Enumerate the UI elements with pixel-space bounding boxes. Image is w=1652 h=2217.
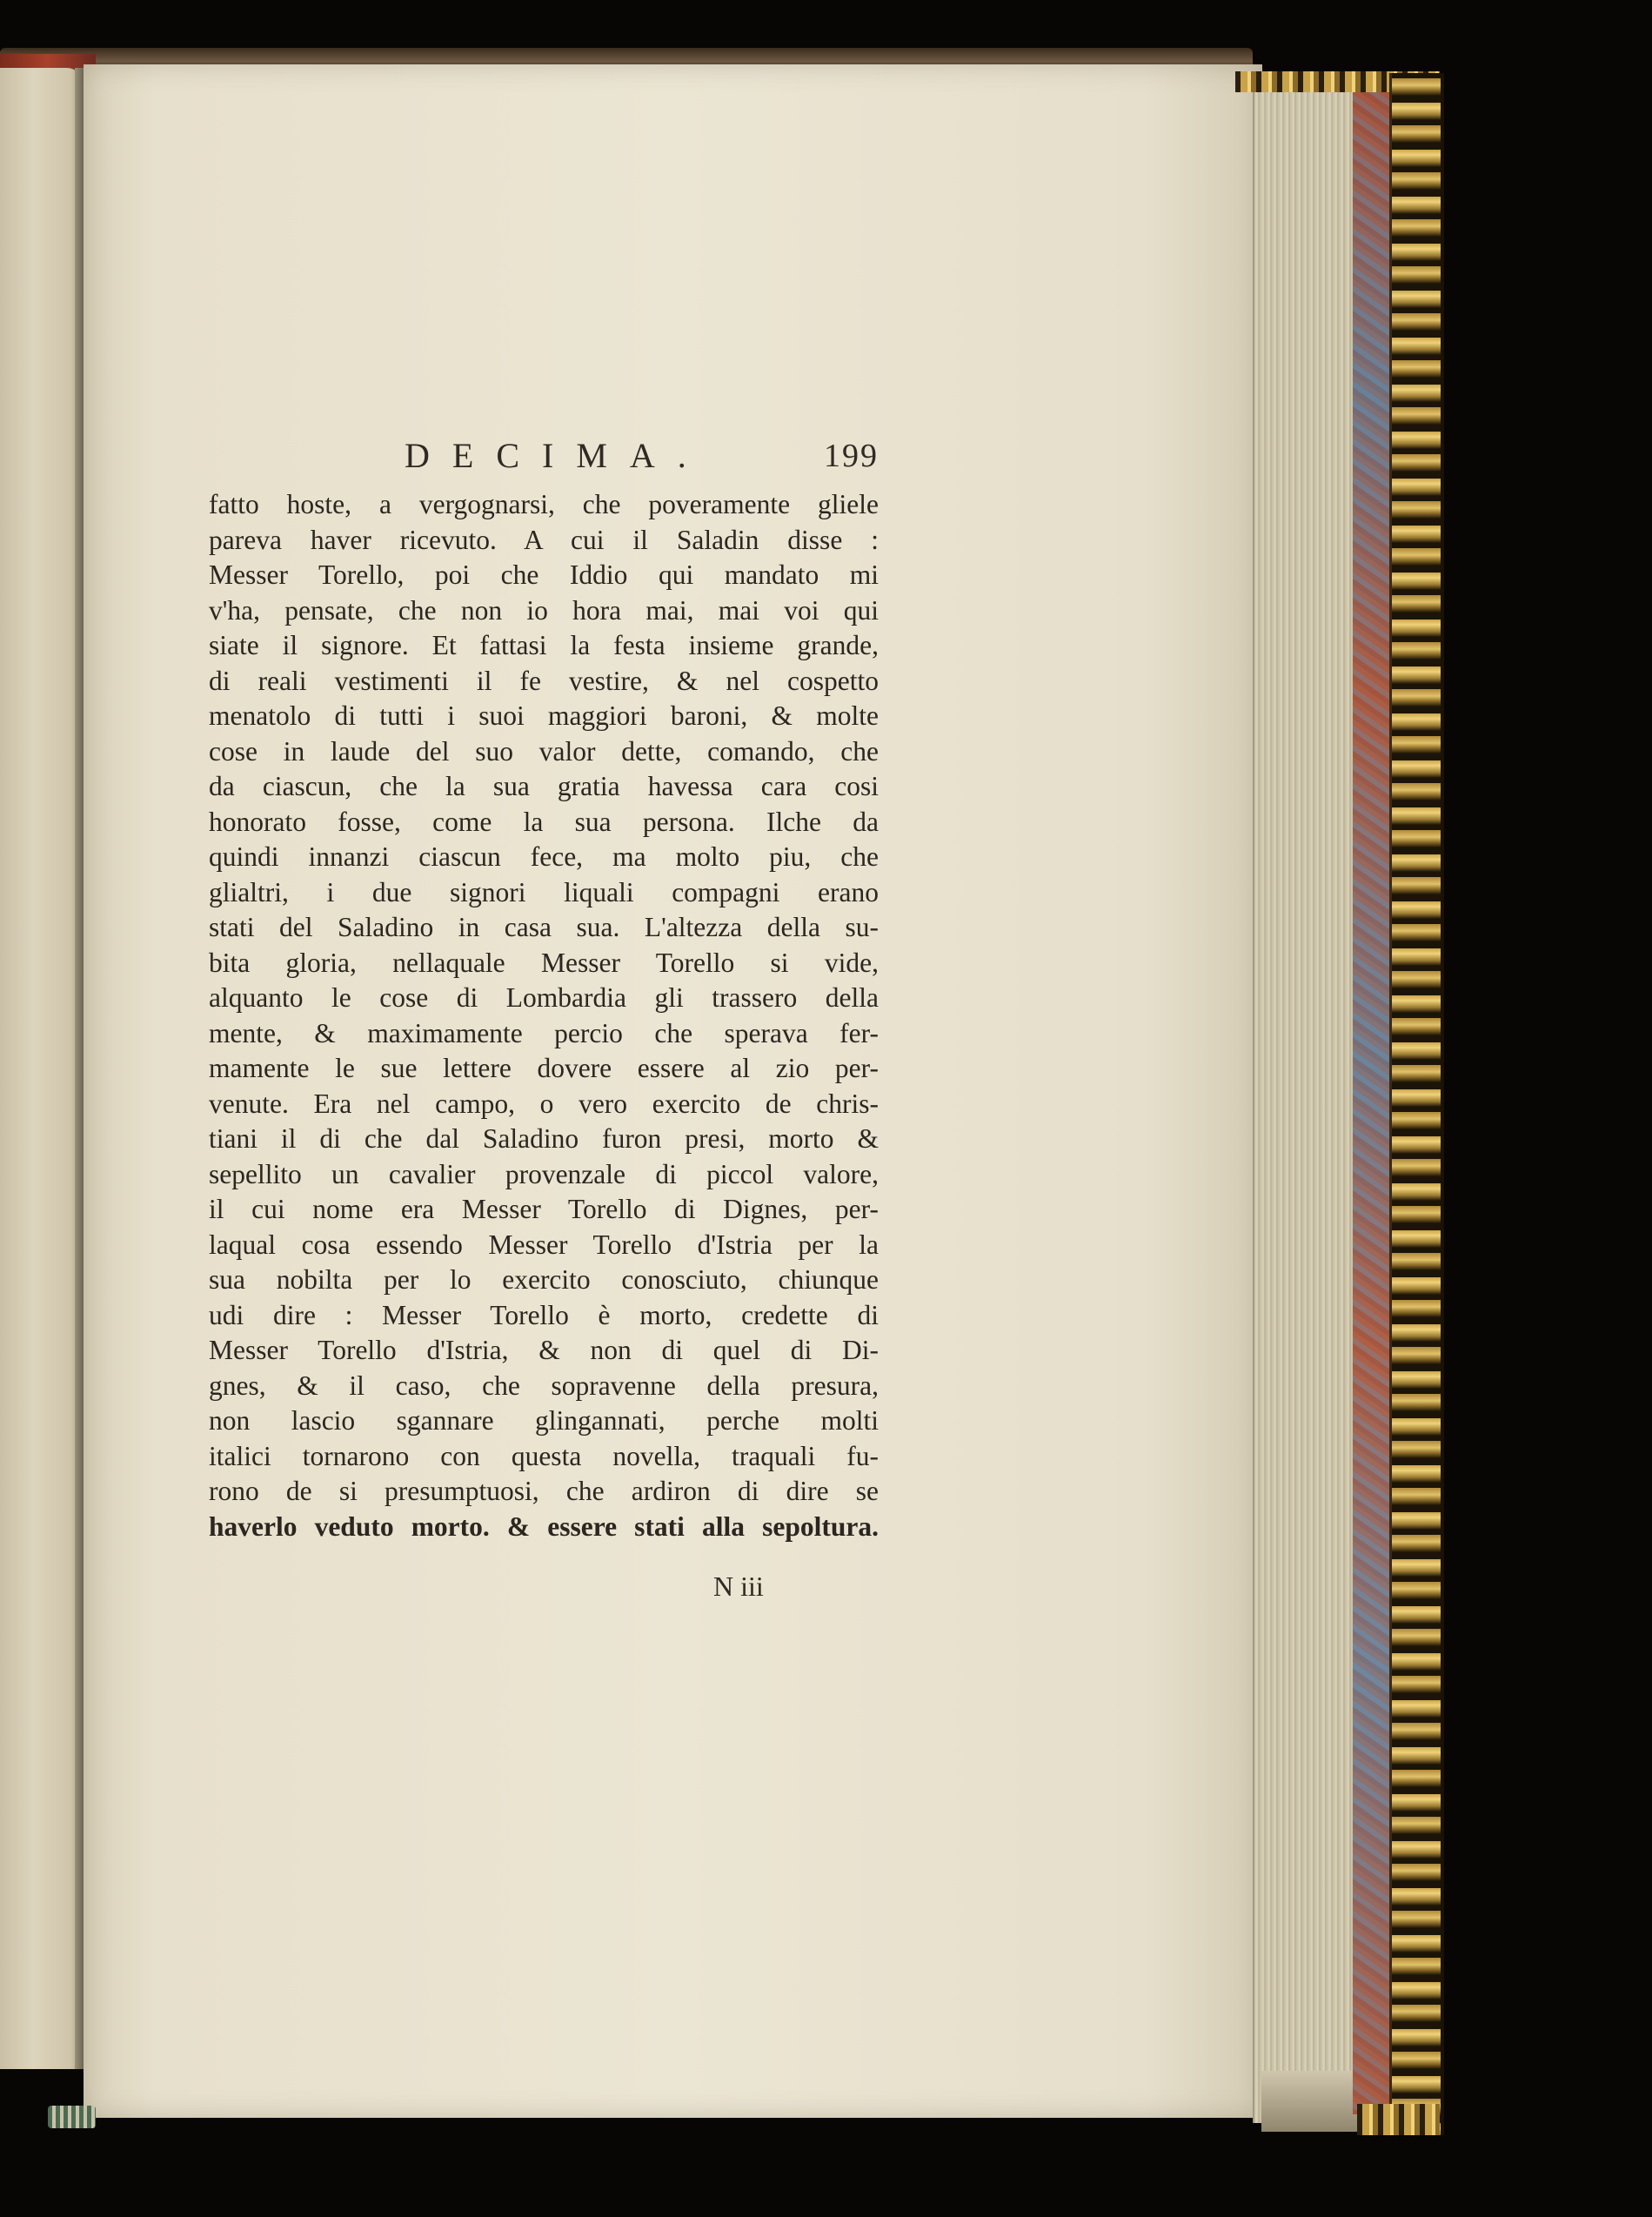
text-line: glialtri, i due signori liquali compagni erano (209, 876, 879, 908)
text-line: italici tornarono con questa novella, traquali fu- (209, 1440, 879, 1471)
page-fore-edge-stack (1253, 83, 1359, 2123)
text-line: quindi innanzi ciascun fece, ma molto piu, che (209, 841, 879, 872)
text-line: mamente le sue lettere dovere essere al zio per- (209, 1053, 879, 1083)
text-line: udi dire : Messer Torello è morto, credette di (209, 1299, 879, 1330)
text-line: honorato fosse, come la sua persona. Ilche da (209, 806, 879, 837)
text-line: stati del Saladino in casa sua. L'altezza della su- (209, 912, 879, 942)
gilt-tooled-border-bottom (1357, 2104, 1440, 2135)
text-line: v'ha, pensate, che non io hora mai, mai voi qui (209, 594, 879, 626)
running-head-title: DECIMA. (405, 436, 709, 475)
body-text (209, 487, 879, 1544)
text-line: laqual cosa essendo Messer Torello d'Istria per la (209, 1229, 879, 1260)
text-line: mente, & maximamente percio che sperava fer- (209, 1017, 879, 1048)
facing-page-left (0, 68, 83, 2069)
text-block (209, 435, 879, 1602)
text-line: fatto hoste, a vergognarsi, che poveramente gliele (209, 489, 879, 519)
headband (48, 2106, 96, 2128)
running-head (209, 435, 879, 487)
text-line: siate il signore. Et fattasi la festa insieme grande, (209, 630, 879, 660)
text-line: bita gloria, nellaquale Messer Torello si vide, (209, 947, 879, 978)
text-line: Messer Torello, poi che Iddio qui mandato mi (209, 559, 879, 590)
text-line: sua nobilta per lo exercito conosciuto, chiunque (209, 1264, 879, 1295)
marbled-fore-edge (1353, 87, 1389, 2114)
text-line: sepellito un cavalier provenzale di piccol valore, (209, 1158, 879, 1189)
text-line: venute. Era nel campo, o vero exercito de chris- (209, 1088, 879, 1119)
text-line: rono de si presumptuosi, che ardiron di dire se (209, 1476, 879, 1506)
page-stack-bottom (1261, 2071, 1361, 2132)
gilt-tooled-board-edge (1389, 73, 1444, 2135)
text-line: pareva haver ricevuto. A cui il Saladin disse : (209, 524, 879, 555)
page-number: 199 (824, 438, 879, 474)
text-line: il cui nome era Messer Torello di Dignes, per- (209, 1194, 879, 1224)
text-line: Messer Torello d'Istria, & non di quel di Di- (209, 1335, 879, 1365)
text-line: menatolo di tutti i suoi maggiori baroni, & molte (209, 700, 879, 731)
text-line: cose in laude del suo valor dette, comando, che (209, 735, 879, 767)
text-line: non lascio sgannare glingannati, perche molti (209, 1405, 879, 1436)
text-line: tiani il di che dal Saladino furon presi, morto & (209, 1123, 879, 1154)
text-line: gnes, & il caso, che sopravenne della presura, (209, 1370, 879, 1401)
signature-mark: N iii (713, 1571, 764, 1602)
text-line: di reali vestimenti il fe vestire, & nel cospetto (209, 665, 879, 696)
text-line: haverlo veduto morto. & essere stati alla sepoltura. (209, 1510, 879, 1542)
text-line: alquanto le cose di Lombardia gli trassero della (209, 982, 879, 1013)
text-line: da ciascun, che la sua gratia havessa cara cosi (209, 771, 879, 801)
